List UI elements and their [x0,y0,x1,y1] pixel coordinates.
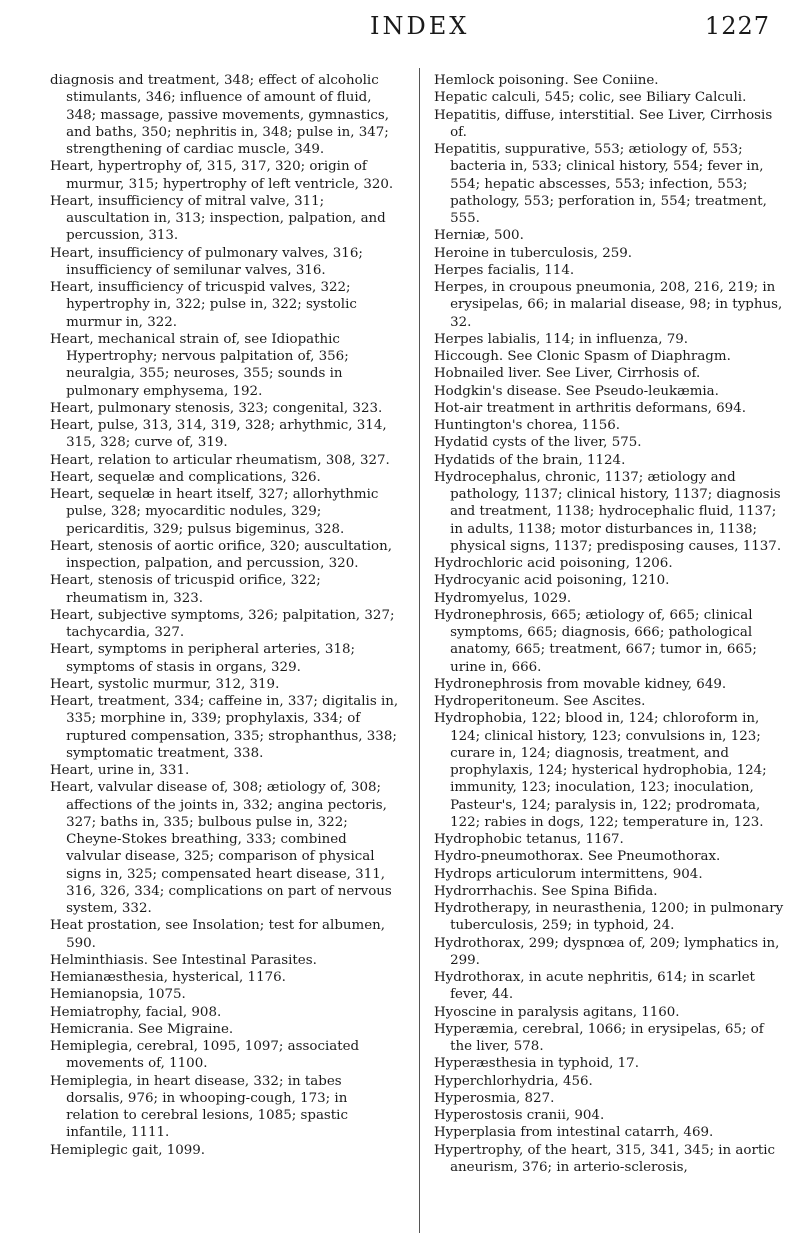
index-entry: Heroine in tuberculosis, 259. [434,245,633,261]
index-entry: Heart, systolic murmur, 312, 319. [50,676,280,692]
index-entry: Heart, symptoms in peripheral arteries, 318; symptoms of stasis in organs, 329. [50,642,355,675]
index-entry: Hemianopsia, 1075. [50,987,186,1003]
index-entry: Heart, urine in, 331. [50,763,190,778]
index-entry: Hydrocephalus, chronic, 1137; ætiology and pathology, 1137; clinical history, 1137; diagnosis and treatment, 1138; hydrocephalic fluid, 1137; in adults, 1138; motor disturbances in, 1138; physical signs, 1137; predisposing causes, 1137. [434,469,782,554]
index-entry: Hemianæsthesia, hysterical, 1176. [50,970,286,985]
index-entry: Hydatid cysts of the liver, 575. [434,435,642,451]
index-entry: Hydromyelus, 1029. [434,590,572,606]
index-entry: Hydrocyanic acid poisoning, 1210. [434,573,670,589]
index-entry: Heat prostation, see Insolation; test for albumen, 590. [50,918,386,951]
index-entry: Hypertrophy, of the heart, 315, 341, 345; in aortic aneurism, 376; in arterio-sclerosis, [434,1142,776,1175]
index-entry: Heart, insufficiency of mitral valve, 311; auscultation in, 313; inspection, palpation, and percussion, 313. [50,193,386,244]
index-entry: Helminthiasis. See Intestinal Parasites. [50,952,317,968]
index-entry: Hyoscine in paralysis agitans, 1160. [434,1004,680,1020]
index-entry: Hyperchlorhydria, 456. [434,1073,593,1089]
index-entry: Hemiplegic gait, 1099. [50,1142,206,1158]
index-entry: Hemiplegia, in heart disease, 332; in tabes dorsalis, 976; in whooping-cough, 173; in relation to cerebral lesions, 1085; spastic infantile, 1111. [50,1073,348,1141]
index-entry: Hydrophobic tetanus, 1167. [434,832,624,847]
index-entry: Hepatitis, diffuse, interstitial. See Liver, Cirrhosis of. [434,107,773,140]
index-entry: Heart, sequelæ and complications, 326. [50,469,321,485]
index-entry: Hydronephrosis, 665; ætiology of, 665; clinical symptoms, 665; diagnosis, 666; pathological anatomy, 665; treatment, 667; tumor in, 665; urine in, 666. [434,607,757,675]
index-entry: Hydrops articulorum intermittens, 904. [434,866,703,882]
index-entry: Hepatitis, suppurative, 553; ætiology of, 553; bacteria in, 533; clinical history, 554; fever in, 554; hepatic abscesses, 553; infection, 553; pathology, 553; perforation in, 554; treatment, 555. [434,142,767,226]
index-entry: Hemiplegia, cerebral, 1095, 1097; associated movements of, 1100. [50,1039,360,1072]
index-entry: Hyperplasia from intestinal catarrh, 469. [434,1125,714,1141]
index-entry: Hyperosmia, 827. [434,1090,555,1106]
index-entry: Heart, sequelæ in heart itself, 327; allorhythmic pulse, 328; myocarditic nodules, 329; pericarditis, 329; pulsus bigeminus, 328. [50,487,379,537]
index-entry: Hydro-pneumothorax. See Pneumothorax. [434,849,721,865]
index-entry: Hemicrania. See Migraine. [50,1021,234,1037]
index-entry: Hydatids of the brain, 1124. [434,452,626,468]
index-entry: Herpes, in croupous pneumonia, 208, 216, 219; in erysipelas, 66; in malarial disease, 98; in typhus, 32. [434,280,783,330]
index-entry: Heart, treatment, 334; caffeine in, 337; digitalis in, 335; morphine in, 339; prophylaxis, 334; of ruptured compensation, 335; strophanthus, 338; symptomatic treatment, 338. [50,694,399,761]
index-entry: Herniæ, 500. [434,228,524,244]
index-entry: Heart, stenosis of tricuspid orifice, 322; rheumatism in, 323. [50,573,321,606]
index-entry: Hydrorrhachis. See Spina Bifida. [434,883,658,899]
page-header [0,8,800,48]
index-entry: Heart, insufficiency of tricuspid valves, 322; hypertrophy in, 322; pulse in, 322; systolic murmur in, 322. [50,280,357,330]
index-entry: Heart, pulse, 313, 314, 319, 328; arhythmic, 314, 315, 328; curve of, 319. [50,418,387,451]
index-entry: Hobnailed liver. See Liver, Cirrhosis of. [434,366,701,382]
right-column [434,72,784,1176]
index-entry: Hot-air treatment in arthritis deformans, 694. [434,400,746,416]
page-title: INDEX [370,12,470,40]
index-entry: Heart, relation to articular rheumatism, 308, 327. [50,452,390,468]
index-entry: Hiccough. See Clonic Spasm of Diaphragm. [434,349,731,364]
index-entry: Hydrophobia, 122; blood in, 124; chloroform in, 124; clinical history, 123; convulsions in, 123; curare in, 124; diagnosis, treatment, and prophylaxis, 124; hysterical hydrophobia, 124; immunity, 123; inoculation, 123; inoculation, Pasteur's, 124; paralysis in, 122; prodromata, 122; rabies in dogs, 122; temperature in, 123. [434,711,767,830]
index-entry: Heart, mechanical strain of, see Idiopathic Hypertrophy; nervous palpitation of, 356; neuralgia, 355; neuroses, 355; sounds in pulmonary emphysema, 192. [50,331,349,399]
index-entry: Heart, valvular disease of, 308; ætiology of, 308; affections of the joints in, 332; angina pectoris, 327; baths in, 335; bulbous pulse in, 322; Cheyne-Stokes breathing, 333; combined valvular disease, 325; comparison of physical signs in, 325; compensated heart disease, 311, 316, 326, 334; complications on part of nervous system, 332. [50,780,392,916]
index-entry: Hydroperitoneum. See Ascites. [434,694,646,709]
index-entry: Hydrothorax, 299; dyspnœa of, 209; lymphatics in, 299. [434,935,780,968]
index-entry: Hemlock poisoning. See Coniine. [434,73,659,88]
index-entry: Heart, insufficiency of pulmonary valves, 316; insufficiency of semilunar valves, 316. [50,245,363,278]
index-entry: Hydronephrosis from movable kidney, 649. [434,676,727,692]
index-entry: Hepatic calculi, 545; colic, see Biliary Calculi. [434,90,747,106]
index-entry: Hydrotherapy, in neurasthenia, 1200; in pulmonary tuberculosis, 259; in typhoid, 24. [434,901,784,934]
index-entry: diagnosis and treatment, 348; effect of alcoholic stimulants, 346; influence of amount of fluid, 348; massage, passive movements, gymnastics, and baths, 350; nephritis in, 348; pulse in, 347; strengthening of cardiac muscle, 349. [50,73,390,157]
index-entry: Hydrochloric acid poisoning, 1206. [434,556,673,571]
page-number: 1227 [704,12,770,40]
index-entry: Hyperostosis cranii, 904. [434,1108,605,1123]
index-entry: Heart, hypertrophy of, 315, 317, 320; origin of murmur, 315; hypertrophy of left ventricle, 320. [50,159,394,192]
index-entry: Heart, stenosis of aortic orifice, 320; auscultation, inspection, palpation, and percussion, 320. [50,538,392,571]
left-column [50,72,400,1159]
index-entry: Heart, subjective symptoms, 326; palpitation, 327; tachycardia, 327. [50,607,395,640]
index-entry: Herpes labialis, 114; in influenza, 79. [434,331,689,347]
index-entry: Herpes facialis, 114. [434,262,575,278]
index-entry: Hyperæmia, cerebral, 1066; in erysipelas, 65; of the liver, 578. [434,1021,764,1054]
index-entry: Heart, pulmonary stenosis, 323; congenital, 323. [50,400,383,416]
index-entry: Huntington's chorea, 1156. [434,418,621,433]
index-entry: Hodgkin's disease. See Pseudo-leukæmia. [434,383,719,399]
index-entry: Hemiatrophy, facial, 908. [50,1004,222,1020]
column-divider [419,68,420,1233]
index-entry: Hyperæsthesia in typhoid, 17. [434,1056,639,1072]
index-entry: Hydrothorax, in acute nephritis, 614; in scarlet fever, 44. [434,970,755,1003]
